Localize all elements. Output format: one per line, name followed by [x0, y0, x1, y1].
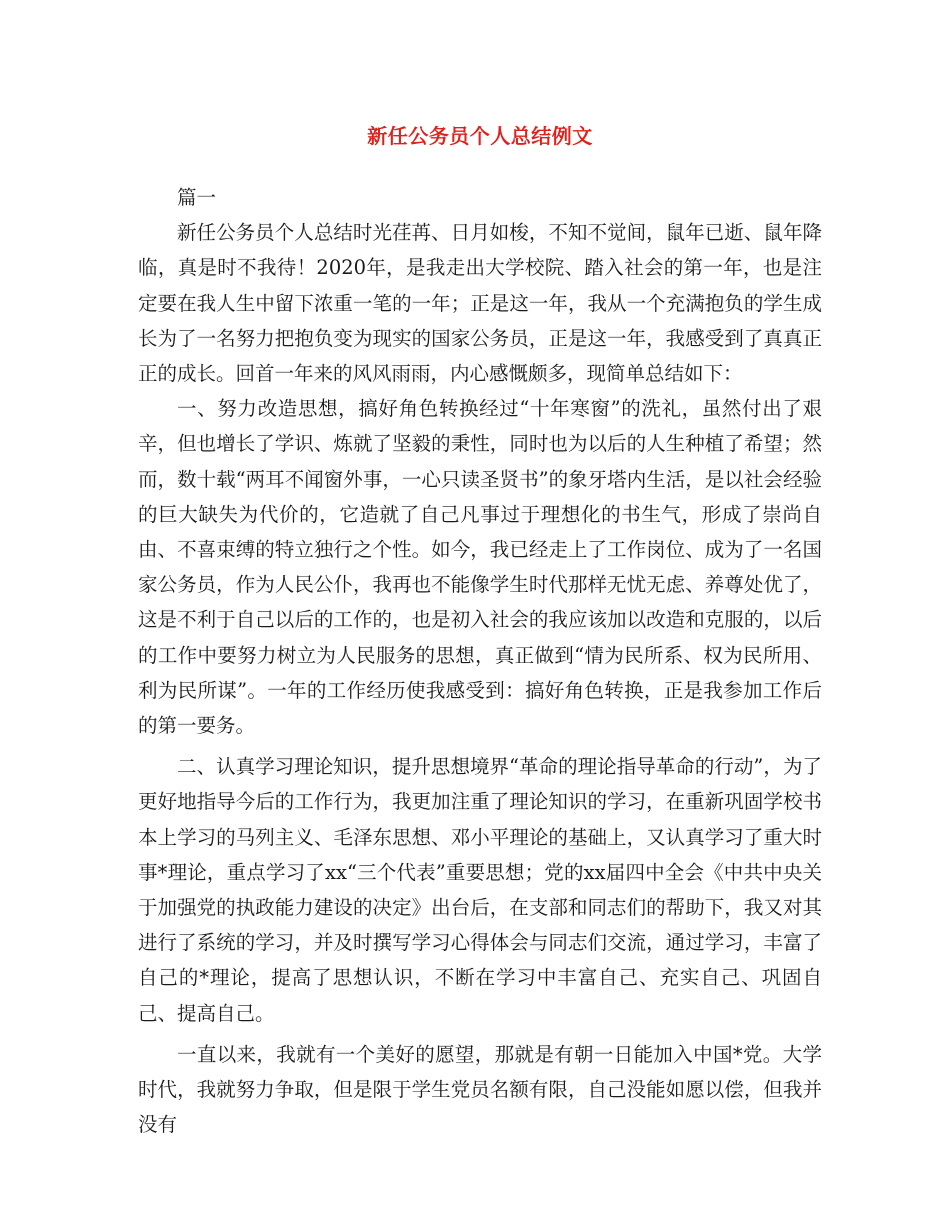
- document-page: [138, 118, 822, 1142]
- section-heading: 篇一: [177, 186, 217, 209]
- paragraph-theory-study: 二、认真学习理论知识，提升思想境界“革命的理论指导革命的行动”，为了更好地指导今后的工作行为，我更加注重了理论知识的学习，在重新巩固学校书本上学习的马列主义、毛泽东思想、邓小平理论的基础上，又认真学习了重大时事*理论，重点学习了xx“三个代表”重要思想；党的xx届四中全会《中共中央关于加强党的执政能力建设的决定》出台后，在支部和同志们的帮助下，我又对其进行了系统的学习，并及时撰写学习心得体会与同志们交流，通过学习，丰富了自己的*理论，提高了思想认识，不断在学习中丰富自己、充实自己、巩固自己、提高自己。: [138, 755, 822, 1025]
- paragraph-role-transition: 一、努力改造思想，搞好角色转换经过“十年寒窗”的洗礼，虽然付出了艰辛，但也增长了学识、炼就了坚毅的秉性，同时也为以后的人生种植了希望；然而，数十载“两耳不闻窗外事，一心只读圣贤书”的象牙塔内生活，是以社会经验的巨大缺失为代价的，它造就了自己凡事过于理想化的书生气，形成了崇尚自由、不喜束缚的特立独行之个性。如今，我已经走上了工作岗位、成为了一名国家公务员，作为人民公仆，我再也不能像学生时代那样无忧无虑、养尊处优了，这是不利于自己以后的工作的，也是初入社会的我应该加以改造和克服的，以后的工作中要努力树立为人民服务的思想，真正做到“情为民所系、权为民所用、利为民所谋”。一年的工作经历使我感受到：搞好角色转换，正是我参加工作后的第一要务。: [138, 397, 822, 738]
- document-title: 新任公务员个人总结例文: [367, 124, 593, 148]
- intro-paragraph: 新任公务员个人总结时光荏苒、日月如梭，不知不觉间，鼠年已逝、鼠年降临，真是时不我待！2020年，是我走出大学校院、踏入社会的第一年，也是注定要在我人生中留下浓重一笔的一年；正是这一年，我从一个充满抱负的学生成长为了一名努力把抱负变为现实的国家公务员，正是这一年，我感受到了真真正正的成长。回首一年来的风风雨雨，内心感慨颇多，现简单总结如下：: [138, 221, 822, 386]
- paragraph-party-wish: 一直以来，我就有一个美好的愿望，那就是有朝一日能加入中国*党。大学时代，我就努力争取，但是限于学生党员名额有限，自己没能如愿以偿，但我并没有: [138, 1042, 822, 1137]
